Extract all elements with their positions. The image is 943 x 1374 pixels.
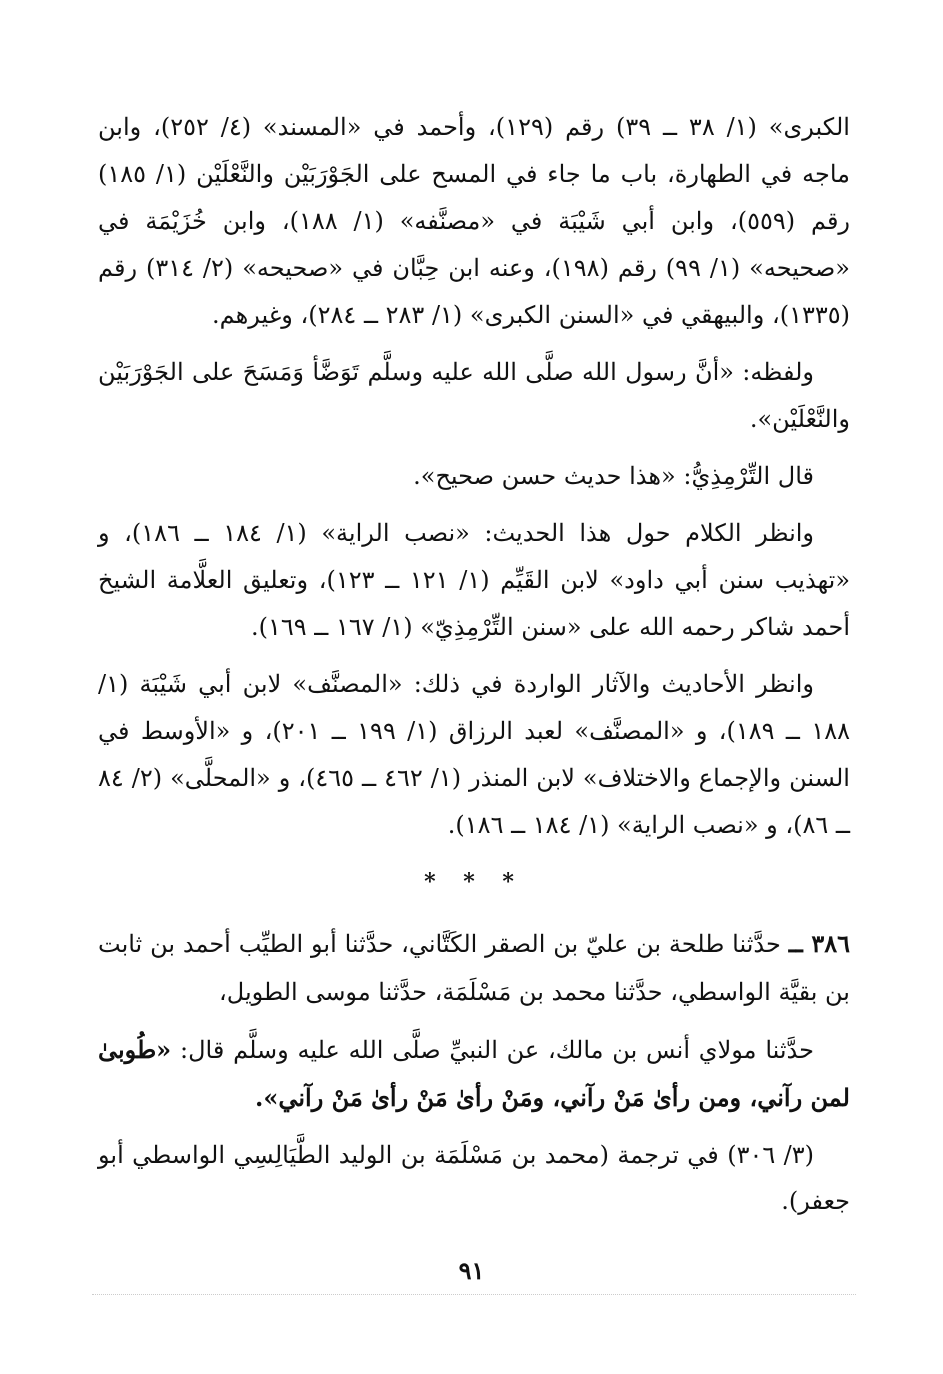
hadith-wording-paragraph: ولفظه: «أنَّ رسول الله صلَّى الله عليه وسلَّم تَوَضَّأ وَمَسَحَ على الجَوْرَبَيْن والنَّعْلَيْن». bbox=[98, 358, 850, 433]
narrations-references-paragraph: وانظر الأحاديث والآثار الواردة في ذلك: «المصنَّف» لابن أبي شَيْبَة (١/ ١٨٨ ــ ١٨٩)، و «المصنَّف» لعبد الرزاق (١/ ١٩٩ ــ ٢٠١)، و «الأوسط في السنن والإجماع والاختلاف» لابن المنذر (١/ ٤٦٢ ــ ٤٦٥)، و «المحلَّى» (٢/ ٨٤ ــ ٨٦)، و «نصب الراية» (١/ ١٨٤ ــ ١٨٦). bbox=[98, 670, 850, 839]
page-number: ٩١ bbox=[458, 1256, 485, 1285]
page-content bbox=[98, 104, 850, 1234]
discussion-references-paragraph: وانظر الكلام حول هذا الحديث: «نصب الراية» (١/ ١٨٤ ــ ١٨٦)، و «تهذيب سنن أبي داود» لابن القَيِّم (١/ ١٢١ ــ ١٢٣)، وتعليق العلَّامة الشيخ أحمد شاكر رحمه الله على «سنن التِّرْمِذِيّ» (١/ ١٦٧ ــ ١٦٩). bbox=[98, 519, 851, 641]
hadith-isnad: حدَّثنا طلحة بن عليّ بن الصقر الكَتَّاني، حدَّثنا أبو الطيِّب أحمد بن ثابت بن بقيَّة الواسطي، حدَّثنا محمد بن مَسْلَمَة، حدَّثنا موسى الطويل، bbox=[98, 930, 850, 1006]
page-bottom-rule bbox=[92, 1294, 856, 1295]
hadith-number: ٣٨٦ ــ bbox=[788, 929, 850, 958]
hadith-matn: «طُوبىٰ لمن رآني، ومن رأىٰ مَنْ رآني، ومَنْ رأىٰ مَنْ رأىٰ مَنْ رآني». bbox=[98, 1035, 850, 1112]
section-separator: * * * bbox=[424, 869, 524, 895]
tirmidhi-grading-paragraph: قال التِّرْمِذِيُّ: «هذا حديث حسن صحيح». bbox=[413, 462, 814, 490]
hadith-isnad-paragraph bbox=[98, 920, 850, 1016]
footnote-paragraph: (٣/ ٣٠٦) في ترجمة (محمد بن مَسْلَمَة بن الوليد الطَّيَالِسِي الواسطي أبو جعفر). bbox=[98, 1141, 850, 1215]
footnote-continuation-paragraph: الكبرى» (١/ ٣٨ ــ ٣٩) رقم (١٢٩)، وأحمد في «المسند» (٤/ ٢٥٢)، وابن ماجه في الطهارة، باب ما جاء في المسح على الجَوْرَبَيْن والنَّعْلَيْن (١/ ١٨٥) رقم (٥٥٩)، وابن أبي شَيْبَة في «مصنَّفه» (١/ ١٨٨)، وابن خُزَيْمَة في «صحيحه» (١/ ٩٩) رقم (١٩٨)، وعنه ابن حِبَّان في «صحيحه» (٢/ ٣١٤) رقم (١٣٣٥)، والبيهقي في «السنن الكبرى» (١/ ٢٨٣ ــ ٢٨٤)، وغيرهم. bbox=[98, 113, 851, 329]
hadith-matn-intro: حدَّثنا مولاي أنس بن مالك، عن النبيِّ صلَّى الله عليه وسلَّم قال: bbox=[171, 1036, 814, 1064]
hadith-matn-paragraph bbox=[98, 1026, 850, 1122]
